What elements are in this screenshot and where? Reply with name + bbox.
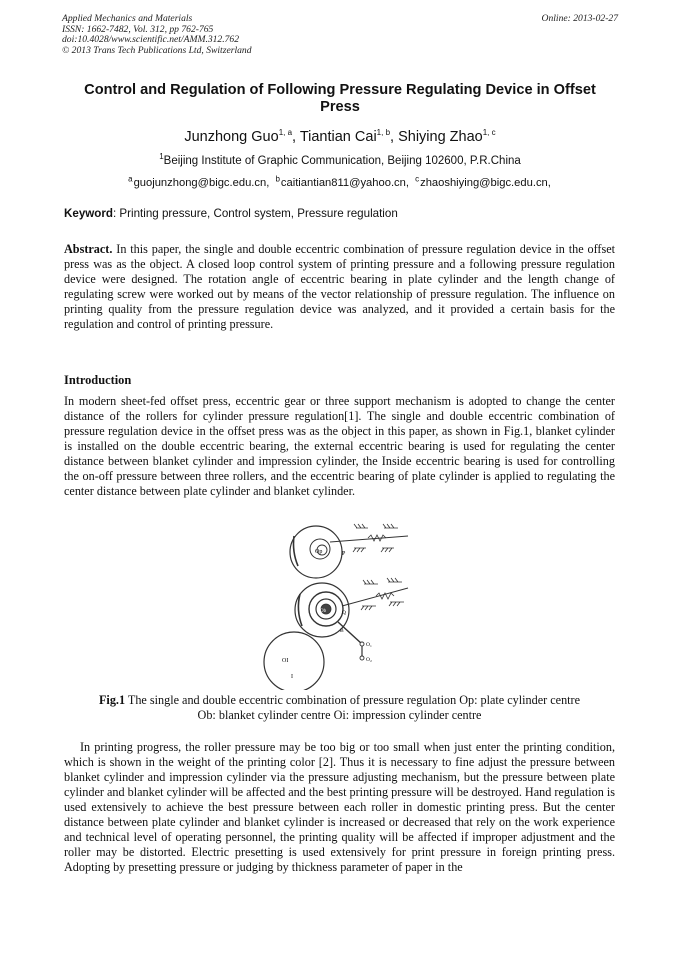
abstract [64,242,615,332]
keyword-label: Keyword [64,207,113,220]
impression-cylinder [264,632,324,690]
lower-ground-3 [361,606,376,610]
email-superscript: b [275,174,280,183]
author-name: Shiying Zhao [398,128,483,145]
introduction-paragraph-1: In modern sheet-fed offset press, eccentric gear or three support mechanism is adopted to change the center distance of the rollers for cylinder pressure regulation[1]. The single and double eccentric combination of pressure regulation device in the offset press was as the object in this paper, as shown in Fig.1, blanket cylinder is installed on the double eccentric bearing, the external eccentric bearing is used for regulating the center distance between blanket cylinder and impression cylinder, the Inside eccentric bearing is used for controlling the on-off pressure between three rollers, and the eccentric bearing of plate cylinder is applied to regulating the center distance between plate cylinder and blanket cylinder. [64,394,615,498]
upper-ground-4 [381,548,394,552]
q-label: Q [342,610,346,616]
lower-ground-2 [387,578,402,582]
affiliation [62,150,618,168]
doi-line: doi:10.4028/www.scientific.net/AMM.312.762 [62,34,240,46]
plate-label: P [342,551,346,557]
introduction-heading: Introduction [64,373,132,387]
email-item [415,174,552,189]
caption-line-2: Ob: blanket cylinder centre Oi: impression cylinder centre [197,708,482,722]
o1-label: O₁ [366,642,372,648]
impression-center-label: OI [282,658,289,664]
author-name: Tiantian Cai [299,128,377,145]
email-text: caitiantian811@yahoo.cn, [280,176,409,189]
b-label: B [340,628,344,634]
author-superscript: 1, b [376,128,391,137]
author-superscript: 1, a [278,128,293,137]
plate-center-label: Op [315,549,323,555]
email-item [275,174,410,189]
lower-ground-1 [363,580,378,584]
online-date: Online: 2013-02-27 [541,13,618,24]
plate-bracket [294,536,299,566]
email-text: zhaoshiying@bigc.edu.cn, [420,176,551,189]
copyright-line: © 2013 Trans Tech Publications Ltd, Switzerland [62,44,252,56]
keyword-text: : Printing pressure, Control system, Pressure regulation [112,207,398,220]
journal-name: Applied Mechanics and Materials [62,13,193,24]
fig1-diagram [258,522,414,690]
lower-ground-4 [389,602,404,606]
upper-ground-3 [353,548,366,552]
abstract-label: Abstract. [64,242,113,256]
figure-label: Fig.1 [98,693,126,707]
keywords [64,207,616,221]
author-superscript: 1, c [482,128,496,137]
blanket-center-label: Ob [320,609,327,614]
email-superscript: c [415,174,420,183]
issn-line: ISSN: 1662-7482, Vol. 312, pp 762-765 [62,23,214,35]
pivot-o1 [360,642,364,646]
abstract-text: In this paper, the single and double eccentric combination of pressure regulation device in the offset press was as the object. A closed loop control system of printing pressure and a following pressure regulation device were designed. The rotation angle of eccentric bearing in plate cylinder and the length change of regulating screw were worked out by means of the vector relationship of pressure regulation. The influence on printing quality from the pressure regulation device was analyzed, and it provided a certain basis for the regulation and control of printing pressure. [64,242,615,331]
email-list [62,172,618,190]
impression-label: I [291,674,293,680]
affiliation-text: Beijing Institute of Graphic Communication, Beijing 102600, P.R.China [163,154,521,167]
journal-header [62,14,618,56]
author-list: Junzhong Guo$^{1, a}$, Tiantian Cai$^{1, b}$, Shiying Zhao$^{1, c}$ [184,128,496,145]
caption-line-1: The single and double eccentric combination of pressure regulation Op: plate cylinder centre [125,693,581,707]
figure-caption [64,693,615,723]
email-text: guojunzhong@bigc.edu.cn, [133,176,270,189]
upper-ground-1 [354,524,368,528]
introduction-paragraph-2: In printing progress, the roller pressure may be too big or too small when just enter the printing condition, which is shown in the weight of the printing color [2]. Thus it is necessary to fine adjust the pressure between blanket cylinder and impression cylinder via the pressure adjusting mechanism, but the pressure between plate cylinder and blanket cylinder will be affected and the best printing pressure will be destroyed. Hand regulation is used extensively to achieve the best pressure between each roller in domestic printing press. But the center distance between plate cylinder and blanket cylinder is increased or decreased that rely on the work experience and technical level of operating personnel, the printing quality will be affected if improper adjustment and the roller may be distorted. Electric presetting is used extensively for print pressure in foreign printing press. Adopting by presetting pressure or judging by thickness parameter of paper in the [64,740,615,874]
email-superscript: a [128,174,133,183]
author-name: Junzhong Guo [184,128,279,145]
paper-title: Control and Regulation of Following Pressure Regulating Device in Offset Press [84,82,596,115]
o2-label: O₂ [366,657,372,663]
upper-ground-2 [383,524,398,528]
blanket-bracket [298,594,302,626]
email-item [128,174,270,189]
pivot-o2 [360,656,364,660]
lower-regulating-rod [342,588,408,606]
affiliation-superscript: 1 [159,152,164,161]
